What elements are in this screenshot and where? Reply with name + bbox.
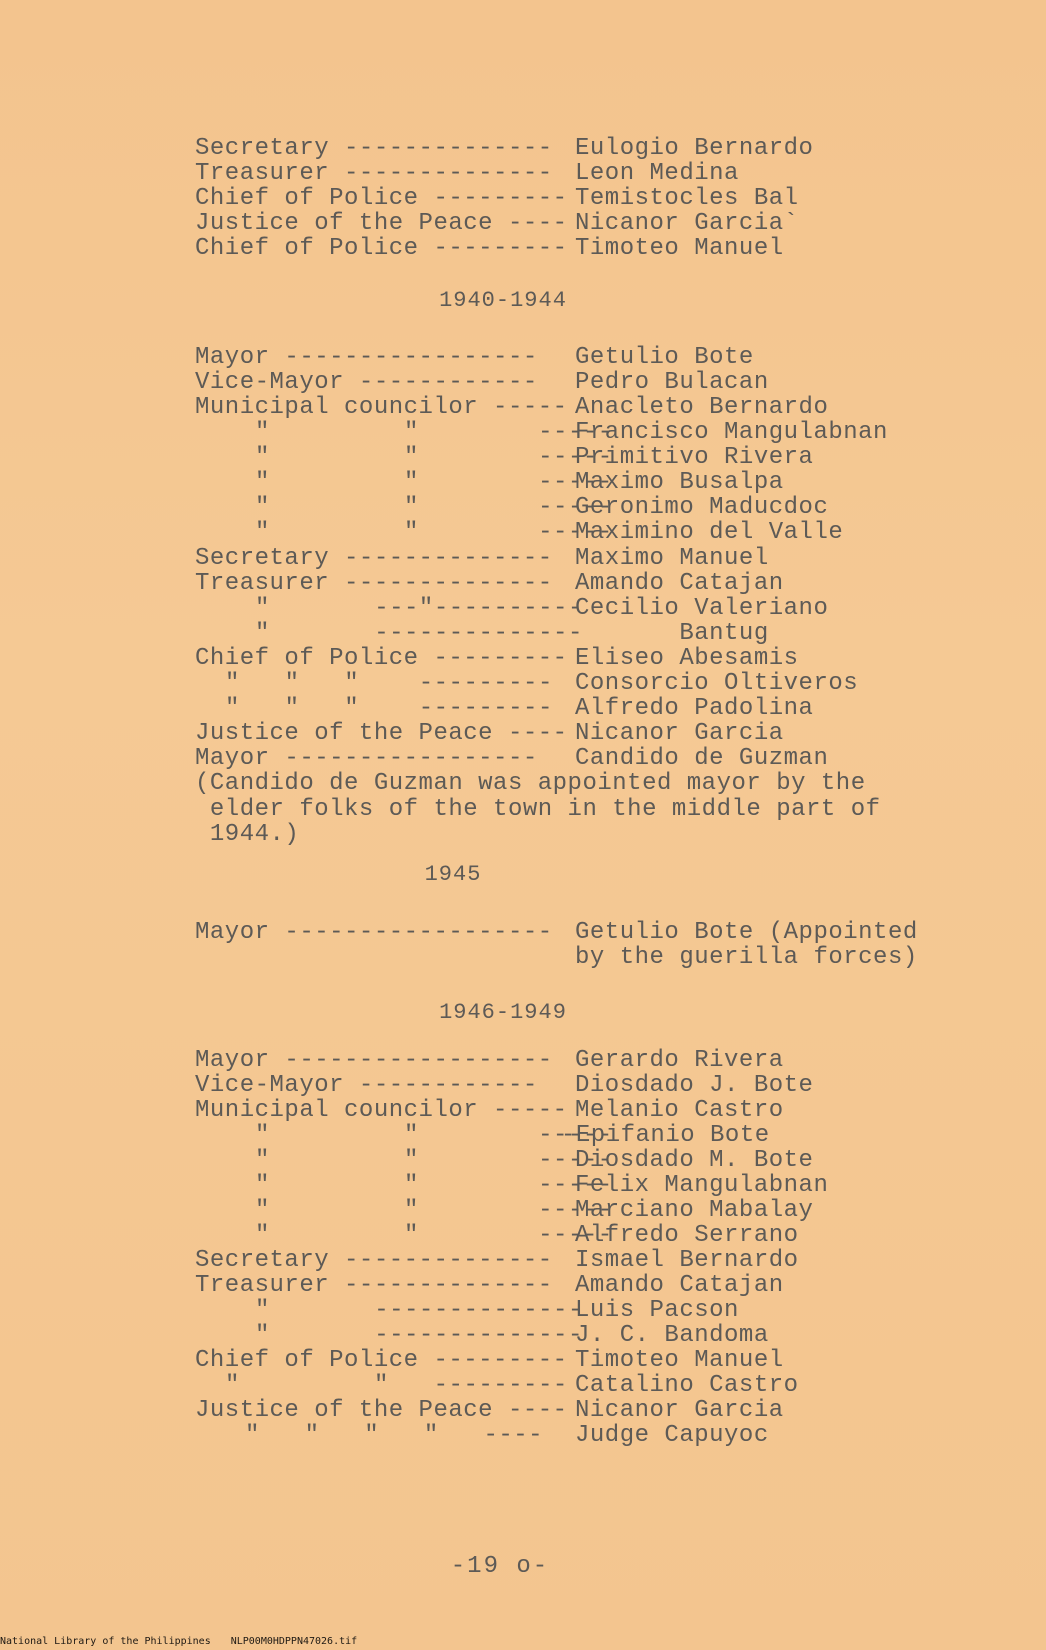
note-line: 1944.) <box>195 821 300 848</box>
section-heading-1940: 1940-1944 <box>439 288 567 313</box>
page-number: -19 o- <box>450 1553 550 1580</box>
document-page: Secretary -------------- Eulogio Bernardo Treasurer -------------- Leon Medina Chief of Police --------- Temistocles Bal Justice of the Peace ---- Nicanor Garcia` Chief of Police --------- Timoteo Manuel 1940-1944 Mayor ----------------- Getulio Bote Vice-Mayor ------------ Pedro Bulacan Municipal councilor ----- Anacleto Bernardo " " ----- Francisco Mangulabnan " " ----- Primitivo Rivera " " ----- Maximo Busalpa " " ----- Geronimo Maducdoc " " ----- Maximino del Valle Secretary -------------- Maximo Manuel Treasurer -------------- Amando Catajan " ---"---------- Cecilio Valeriano " -------------- Bantug Chief of Police --------- Eliseo Abesamis " " " --------- Consorcio Oltiveros " " " --------- Alfredo Padolina Justice of the Peace ---- Nicanor Garcia Mayor ----------------- Candido de Guzman (Candido de Guzman was appointed mayor by the elder folks of the town in the middle part of 1944.) 1945 Mayor ------------------ Getulio Bote (Appointed by the guerilla forces) 1946-1949 Mayor ------------------ Gerardo Rivera Vice-Mayor ------------ Diosdado J. Bote Municipal councilor ----- Melanio Castro " " ----- -Epifanio Bote " " ----- Diosdado M. Bote " " ----- Felix Mangulabnan " " ----- Marciano Mabalay " " ----- Alfredo Serrano Secretary -------------- Ismael Bernardo Treasurer -------------- Amando Catajan " -------------- Luis Pacson " -------------- J. C. Bandoma Chief of Police --------- Timoteo Manuel " " --------- Catalino Castro Justice of the Peace ---- Nicanor Garcia " " " " ---- Judge Capuyoc -19 o- National Library of the Philippines NLP00M0HDPPN47026.tif <box>0 0 1046 1650</box>
section-heading-1945: 1945 <box>424 862 482 887</box>
note-line: elder folks of the town in the middle part of <box>195 796 881 823</box>
footer-file: NLP00M0HDPPN47026.tif <box>230 1636 358 1647</box>
footer-library: National Library of the Philippines <box>0 1636 211 1647</box>
section-heading-1946: 1946-1949 <box>439 1000 567 1025</box>
scan-footer <box>0 1636 377 1647</box>
note-line: (Candido de Guzman was appointed mayor by the <box>195 770 866 797</box>
